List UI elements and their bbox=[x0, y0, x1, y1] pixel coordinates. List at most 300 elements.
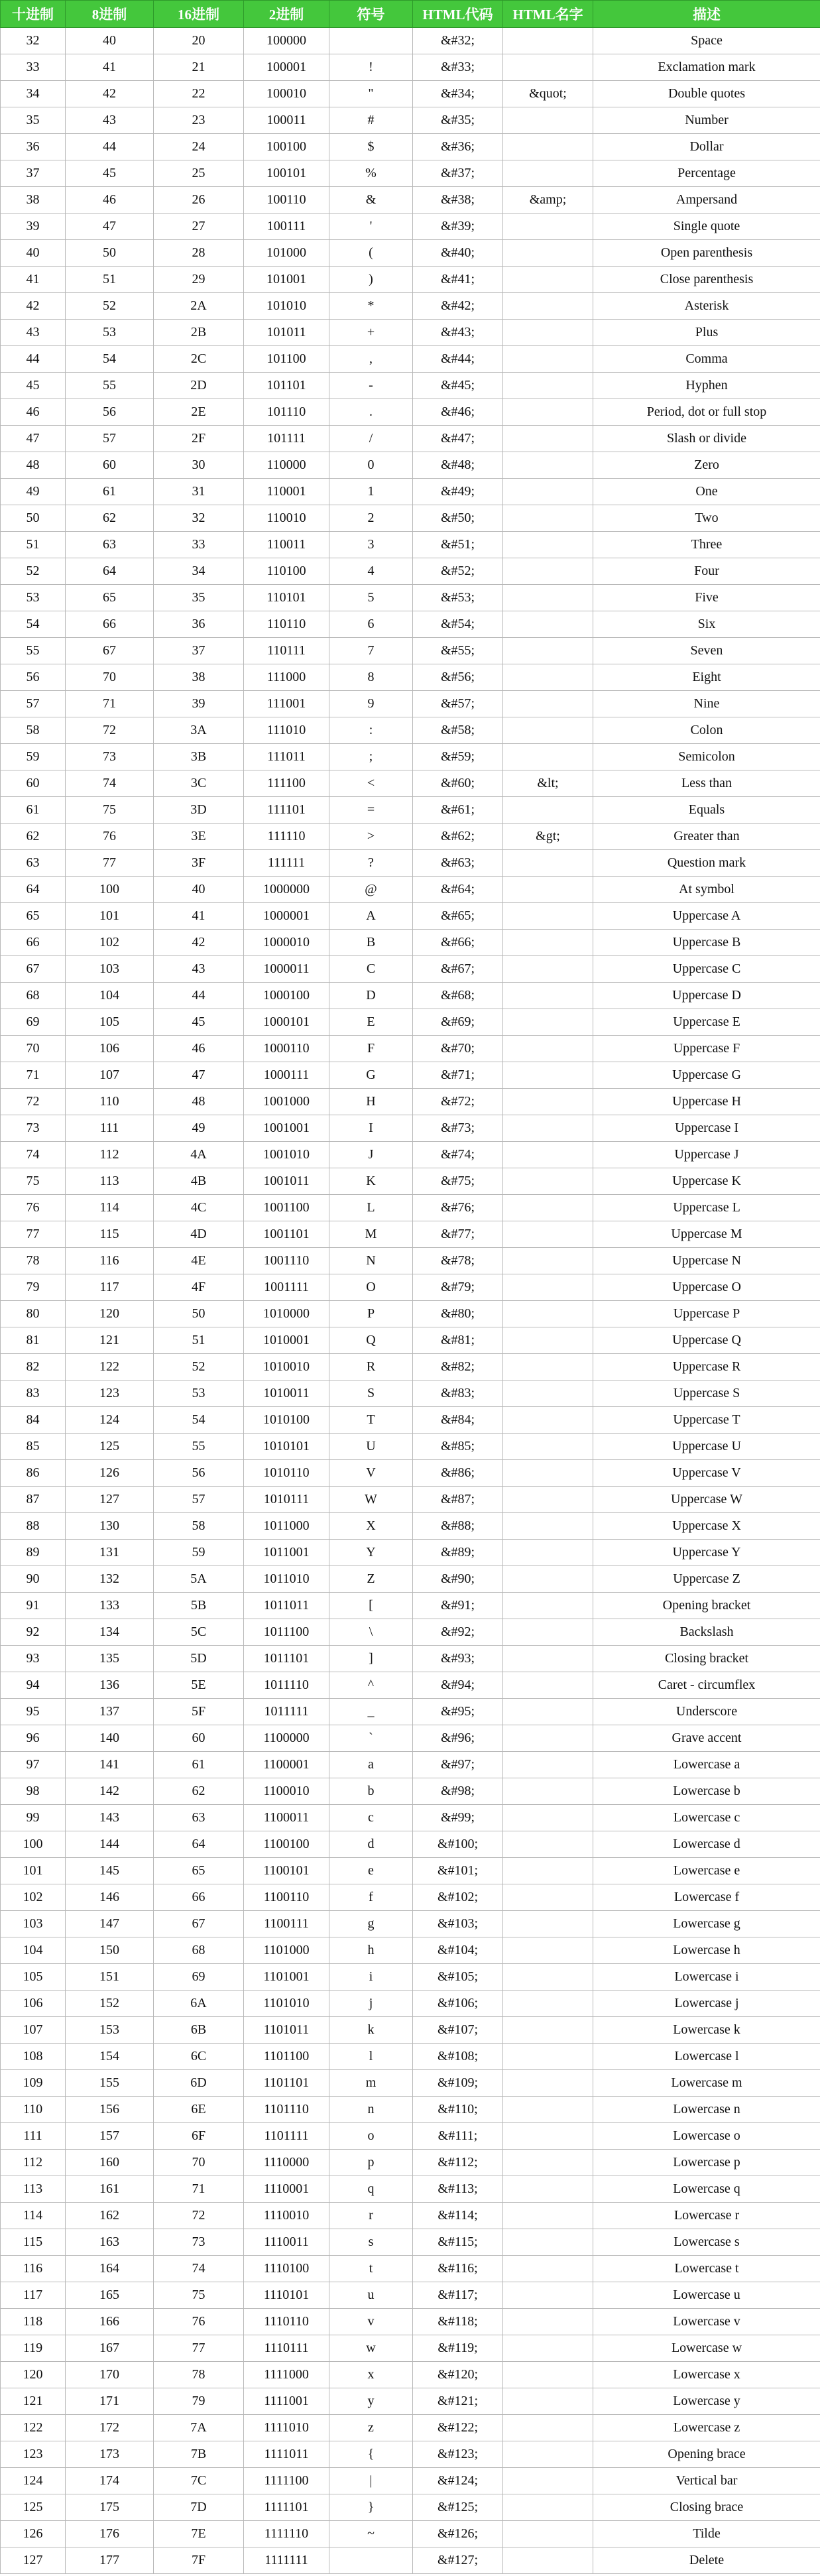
cell-binary: 1000110 bbox=[244, 1036, 329, 1062]
table-row bbox=[1, 744, 820, 770]
cell-decimal: 80 bbox=[1, 1301, 66, 1327]
cell-description: Lowercase g bbox=[593, 1911, 820, 1937]
cell-symbol: 8 bbox=[329, 664, 413, 691]
cell-description: Vertical bar bbox=[593, 2468, 820, 2494]
cell-binary: 100001 bbox=[244, 54, 329, 81]
cell-octal: 167 bbox=[66, 2335, 154, 2362]
cell-decimal: 88 bbox=[1, 1513, 66, 1540]
cell-octal: 112 bbox=[66, 1142, 154, 1168]
cell-html-name bbox=[503, 2070, 593, 2097]
cell-html-code: &#112; bbox=[413, 2150, 503, 2176]
table-row bbox=[1, 2123, 820, 2150]
cell-html-code: &#45; bbox=[413, 373, 503, 399]
cell-html-name bbox=[503, 426, 593, 452]
cell-description: Uppercase F bbox=[593, 1036, 820, 1062]
cell-html-code: &#46; bbox=[413, 399, 503, 426]
cell-html-code: &#91; bbox=[413, 1593, 503, 1619]
cell-description: Delete bbox=[593, 2547, 820, 2574]
cell-octal: 143 bbox=[66, 1805, 154, 1831]
cell-symbol: ) bbox=[329, 267, 413, 293]
cell-decimal: 111 bbox=[1, 2123, 66, 2150]
cell-octal: 51 bbox=[66, 267, 154, 293]
cell-binary: 100010 bbox=[244, 81, 329, 107]
table-row bbox=[1, 1937, 820, 1964]
cell-html-code: &#87; bbox=[413, 1487, 503, 1513]
cell-binary: 1000001 bbox=[244, 903, 329, 930]
cell-description: Uppercase L bbox=[593, 1195, 820, 1221]
table-row bbox=[1, 240, 820, 267]
table-row bbox=[1, 1778, 820, 1805]
cell-html-code: &#102; bbox=[413, 1884, 503, 1911]
cell-hex: 72 bbox=[154, 2203, 244, 2229]
cell-octal: 42 bbox=[66, 81, 154, 107]
cell-binary: 1110001 bbox=[244, 2176, 329, 2203]
cell-octal: 124 bbox=[66, 1407, 154, 1434]
cell-binary: 1010001 bbox=[244, 1327, 329, 1354]
cell-description: Lowercase w bbox=[593, 2335, 820, 2362]
cell-html-code: &#79; bbox=[413, 1274, 503, 1301]
cell-description: Uppercase O bbox=[593, 1274, 820, 1301]
cell-octal: 134 bbox=[66, 1619, 154, 1646]
cell-octal: 72 bbox=[66, 717, 154, 744]
cell-symbol: N bbox=[329, 1248, 413, 1274]
table-row bbox=[1, 1672, 820, 1699]
header-hex: 16进制 bbox=[154, 1, 244, 28]
cell-decimal: 91 bbox=[1, 1593, 66, 1619]
cell-html-code: &#120; bbox=[413, 2362, 503, 2388]
cell-binary: 1010101 bbox=[244, 1434, 329, 1460]
cell-octal: 75 bbox=[66, 797, 154, 824]
cell-description: Opening bracket bbox=[593, 1593, 820, 1619]
cell-decimal: 41 bbox=[1, 267, 66, 293]
cell-symbol: v bbox=[329, 2309, 413, 2335]
table-row bbox=[1, 877, 820, 903]
cell-html-name bbox=[503, 240, 593, 267]
cell-decimal: 32 bbox=[1, 28, 66, 54]
cell-octal: 63 bbox=[66, 532, 154, 558]
cell-hex: 63 bbox=[154, 1805, 244, 1831]
cell-decimal: 95 bbox=[1, 1699, 66, 1725]
cell-binary: 1110011 bbox=[244, 2229, 329, 2256]
cell-binary: 1000010 bbox=[244, 930, 329, 956]
cell-html-name bbox=[503, 2282, 593, 2309]
cell-html-name bbox=[503, 373, 593, 399]
cell-octal: 73 bbox=[66, 744, 154, 770]
cell-description: Greater than bbox=[593, 824, 820, 850]
cell-description: Four bbox=[593, 558, 820, 585]
cell-hex: 57 bbox=[154, 1487, 244, 1513]
cell-hex: 2C bbox=[154, 346, 244, 373]
cell-octal: 117 bbox=[66, 1274, 154, 1301]
cell-binary: 1011111 bbox=[244, 1699, 329, 1725]
cell-octal: 77 bbox=[66, 850, 154, 877]
cell-description: Uppercase E bbox=[593, 1009, 820, 1036]
cell-decimal: 96 bbox=[1, 1725, 66, 1752]
cell-decimal: 52 bbox=[1, 558, 66, 585]
cell-html-code: &#117; bbox=[413, 2282, 503, 2309]
cell-decimal: 77 bbox=[1, 1221, 66, 1248]
cell-octal: 174 bbox=[66, 2468, 154, 2494]
cell-html-code: &#38; bbox=[413, 187, 503, 214]
cell-html-name bbox=[503, 585, 593, 611]
cell-description: Uppercase A bbox=[593, 903, 820, 930]
cell-octal: 176 bbox=[66, 2521, 154, 2547]
cell-description: Lowercase y bbox=[593, 2388, 820, 2415]
cell-symbol: q bbox=[329, 2176, 413, 2203]
cell-hex: 46 bbox=[154, 1036, 244, 1062]
table-row bbox=[1, 824, 820, 850]
table-row bbox=[1, 1089, 820, 1115]
table-row bbox=[1, 505, 820, 532]
cell-description: Uppercase Q bbox=[593, 1327, 820, 1354]
cell-hex: 7E bbox=[154, 2521, 244, 2547]
cell-html-name bbox=[503, 850, 593, 877]
cell-decimal: 118 bbox=[1, 2309, 66, 2335]
cell-hex: 54 bbox=[154, 1407, 244, 1434]
cell-description: Opening brace bbox=[593, 2441, 820, 2468]
cell-description: Uppercase J bbox=[593, 1142, 820, 1168]
cell-symbol: 7 bbox=[329, 638, 413, 664]
table-row bbox=[1, 267, 820, 293]
cell-hex: 3A bbox=[154, 717, 244, 744]
cell-binary: 1011110 bbox=[244, 1672, 329, 1699]
cell-symbol: b bbox=[329, 1778, 413, 1805]
cell-html-code: &#89; bbox=[413, 1540, 503, 1566]
cell-decimal: 82 bbox=[1, 1354, 66, 1380]
cell-binary: 1011011 bbox=[244, 1593, 329, 1619]
cell-html-name bbox=[503, 214, 593, 240]
cell-binary: 100011 bbox=[244, 107, 329, 134]
cell-html-name bbox=[503, 267, 593, 293]
cell-html-name bbox=[503, 1858, 593, 1884]
cell-decimal: 68 bbox=[1, 983, 66, 1009]
cell-binary: 110000 bbox=[244, 452, 329, 479]
cell-html-name bbox=[503, 2123, 593, 2150]
cell-html-name bbox=[503, 2097, 593, 2123]
cell-binary: 111001 bbox=[244, 691, 329, 717]
cell-decimal: 72 bbox=[1, 1089, 66, 1115]
table-row bbox=[1, 2282, 820, 2309]
cell-html-code: &#52; bbox=[413, 558, 503, 585]
cell-binary: 1101001 bbox=[244, 1964, 329, 1991]
table-row bbox=[1, 107, 820, 134]
cell-html-name bbox=[503, 1274, 593, 1301]
cell-html-name bbox=[503, 2362, 593, 2388]
cell-symbol: ( bbox=[329, 240, 413, 267]
cell-html-code: &#109; bbox=[413, 2070, 503, 2097]
cell-octal: 137 bbox=[66, 1699, 154, 1725]
cell-description: Lowercase k bbox=[593, 2017, 820, 2044]
cell-description: Exclamation mark bbox=[593, 54, 820, 81]
cell-symbol: ` bbox=[329, 1725, 413, 1752]
cell-description: Grave accent bbox=[593, 1725, 820, 1752]
cell-hex: 2F bbox=[154, 426, 244, 452]
cell-binary: 1100111 bbox=[244, 1911, 329, 1937]
cell-html-name bbox=[503, 107, 593, 134]
cell-html-name bbox=[503, 1619, 593, 1646]
cell-binary: 101110 bbox=[244, 399, 329, 426]
table-row bbox=[1, 28, 820, 54]
cell-decimal: 86 bbox=[1, 1460, 66, 1487]
table-row bbox=[1, 983, 820, 1009]
cell-symbol: T bbox=[329, 1407, 413, 1434]
cell-description: Uppercase R bbox=[593, 1354, 820, 1380]
cell-html-code: &#106; bbox=[413, 1991, 503, 2017]
cell-hex: 37 bbox=[154, 638, 244, 664]
cell-symbol: g bbox=[329, 1911, 413, 1937]
cell-description: Lowercase m bbox=[593, 2070, 820, 2097]
cell-html-name bbox=[503, 293, 593, 320]
cell-symbol: r bbox=[329, 2203, 413, 2229]
cell-html-name bbox=[503, 664, 593, 691]
cell-hex: 24 bbox=[154, 134, 244, 160]
cell-description: Hyphen bbox=[593, 373, 820, 399]
cell-binary: 1010111 bbox=[244, 1487, 329, 1513]
cell-binary: 1111001 bbox=[244, 2388, 329, 2415]
cell-decimal: 39 bbox=[1, 214, 66, 240]
cell-hex: 68 bbox=[154, 1937, 244, 1964]
cell-octal: 171 bbox=[66, 2388, 154, 2415]
cell-octal: 122 bbox=[66, 1354, 154, 1380]
cell-decimal: 76 bbox=[1, 1195, 66, 1221]
cell-html-name bbox=[503, 983, 593, 1009]
table-row bbox=[1, 2044, 820, 2070]
table-row bbox=[1, 54, 820, 81]
table-row bbox=[1, 2256, 820, 2282]
cell-html-name bbox=[503, 1168, 593, 1195]
cell-binary: 1000011 bbox=[244, 956, 329, 983]
cell-binary: 1100010 bbox=[244, 1778, 329, 1805]
cell-symbol: > bbox=[329, 824, 413, 850]
table-row bbox=[1, 81, 820, 107]
cell-decimal: 63 bbox=[1, 850, 66, 877]
cell-description: Percentage bbox=[593, 160, 820, 187]
cell-html-name bbox=[503, 956, 593, 983]
cell-hex: 3D bbox=[154, 797, 244, 824]
cell-html-name bbox=[503, 2388, 593, 2415]
cell-html-code: &#85; bbox=[413, 1434, 503, 1460]
cell-binary: 1000111 bbox=[244, 1062, 329, 1089]
header-html-name: HTML名字 bbox=[503, 1, 593, 28]
table-row bbox=[1, 1274, 820, 1301]
table-row bbox=[1, 2335, 820, 2362]
cell-symbol: i bbox=[329, 1964, 413, 1991]
cell-decimal: 74 bbox=[1, 1142, 66, 1168]
cell-symbol: ? bbox=[329, 850, 413, 877]
cell-decimal: 93 bbox=[1, 1646, 66, 1672]
cell-html-code: &#50; bbox=[413, 505, 503, 532]
cell-symbol: Q bbox=[329, 1327, 413, 1354]
table-row bbox=[1, 2362, 820, 2388]
cell-binary: 1111000 bbox=[244, 2362, 329, 2388]
cell-html-name bbox=[503, 1831, 593, 1858]
cell-html-code: &#63; bbox=[413, 850, 503, 877]
cell-html-code: &#33; bbox=[413, 54, 503, 81]
cell-html-code: &#60; bbox=[413, 770, 503, 797]
cell-octal: 66 bbox=[66, 611, 154, 638]
cell-octal: 43 bbox=[66, 107, 154, 134]
cell-html-code: &#67; bbox=[413, 956, 503, 983]
cell-hex: 7D bbox=[154, 2494, 244, 2521]
cell-hex: 2E bbox=[154, 399, 244, 426]
cell-html-code: &#94; bbox=[413, 1672, 503, 1699]
table-row bbox=[1, 160, 820, 187]
cell-description: Uppercase T bbox=[593, 1407, 820, 1434]
cell-html-code: &#86; bbox=[413, 1460, 503, 1487]
cell-decimal: 85 bbox=[1, 1434, 66, 1460]
cell-hex: 4D bbox=[154, 1221, 244, 1248]
table-row bbox=[1, 1301, 820, 1327]
cell-html-name bbox=[503, 1434, 593, 1460]
cell-symbol: X bbox=[329, 1513, 413, 1540]
header-row bbox=[1, 1, 820, 28]
cell-binary: 110100 bbox=[244, 558, 329, 585]
cell-html-code: &#121; bbox=[413, 2388, 503, 2415]
cell-description: Lowercase c bbox=[593, 1805, 820, 1831]
cell-decimal: 64 bbox=[1, 877, 66, 903]
table-row bbox=[1, 717, 820, 744]
cell-description: Nine bbox=[593, 691, 820, 717]
table-body bbox=[1, 28, 820, 2574]
cell-html-name bbox=[503, 2494, 593, 2521]
cell-symbol: f bbox=[329, 1884, 413, 1911]
cell-symbol: Z bbox=[329, 1566, 413, 1593]
table-row bbox=[1, 1460, 820, 1487]
cell-symbol: E bbox=[329, 1009, 413, 1036]
table-row bbox=[1, 2521, 820, 2547]
cell-hex: 32 bbox=[154, 505, 244, 532]
cell-symbol: I bbox=[329, 1115, 413, 1142]
cell-symbol: 5 bbox=[329, 585, 413, 611]
cell-html-code: &#93; bbox=[413, 1646, 503, 1672]
table-row bbox=[1, 320, 820, 346]
cell-html-code: &#77; bbox=[413, 1221, 503, 1248]
cell-html-code: &#115; bbox=[413, 2229, 503, 2256]
cell-binary: 1101000 bbox=[244, 1937, 329, 1964]
table-row bbox=[1, 293, 820, 320]
cell-octal: 146 bbox=[66, 1884, 154, 1911]
cell-html-code: &#43; bbox=[413, 320, 503, 346]
cell-hex: 30 bbox=[154, 452, 244, 479]
cell-html-code: &#82; bbox=[413, 1354, 503, 1380]
table-row bbox=[1, 611, 820, 638]
table-row bbox=[1, 2150, 820, 2176]
cell-html-name bbox=[503, 2256, 593, 2282]
cell-html-code: &#47; bbox=[413, 426, 503, 452]
table-row bbox=[1, 2070, 820, 2097]
cell-binary: 101100 bbox=[244, 346, 329, 373]
cell-description: Asterisk bbox=[593, 293, 820, 320]
cell-octal: 170 bbox=[66, 2362, 154, 2388]
cell-description: Lowercase b bbox=[593, 1778, 820, 1805]
cell-description: Semicolon bbox=[593, 744, 820, 770]
table-row bbox=[1, 1009, 820, 1036]
cell-binary: 1010110 bbox=[244, 1460, 329, 1487]
cell-octal: 62 bbox=[66, 505, 154, 532]
cell-html-code: &#74; bbox=[413, 1142, 503, 1168]
cell-html-code: &#53; bbox=[413, 585, 503, 611]
cell-html-code: &#104; bbox=[413, 1937, 503, 1964]
cell-html-name bbox=[503, 797, 593, 824]
cell-symbol: [ bbox=[329, 1593, 413, 1619]
cell-hex: 50 bbox=[154, 1301, 244, 1327]
cell-html-name bbox=[503, 1672, 593, 1699]
cell-hex: 3C bbox=[154, 770, 244, 797]
cell-binary: 1000101 bbox=[244, 1009, 329, 1036]
cell-octal: 123 bbox=[66, 1380, 154, 1407]
cell-html-name bbox=[503, 1884, 593, 1911]
cell-decimal: 38 bbox=[1, 187, 66, 214]
table-row bbox=[1, 2388, 820, 2415]
cell-hex: 39 bbox=[154, 691, 244, 717]
cell-hex: 76 bbox=[154, 2309, 244, 2335]
cell-octal: 175 bbox=[66, 2494, 154, 2521]
cell-decimal: 124 bbox=[1, 2468, 66, 2494]
cell-binary: 1111100 bbox=[244, 2468, 329, 2494]
cell-hex: 7A bbox=[154, 2415, 244, 2441]
cell-html-name bbox=[503, 2521, 593, 2547]
cell-html-code: &#125; bbox=[413, 2494, 503, 2521]
cell-binary: 111100 bbox=[244, 770, 329, 797]
cell-html-name bbox=[503, 54, 593, 81]
cell-decimal: 49 bbox=[1, 479, 66, 505]
cell-html-name bbox=[503, 558, 593, 585]
cell-decimal: 46 bbox=[1, 399, 66, 426]
cell-hex: 78 bbox=[154, 2362, 244, 2388]
cell-binary: 1110101 bbox=[244, 2282, 329, 2309]
cell-decimal: 109 bbox=[1, 2070, 66, 2097]
cell-hex: 56 bbox=[154, 1460, 244, 1487]
cell-symbol: e bbox=[329, 1858, 413, 1884]
cell-binary: 1001011 bbox=[244, 1168, 329, 1195]
cell-decimal: 55 bbox=[1, 638, 66, 664]
cell-html-code: &#88; bbox=[413, 1513, 503, 1540]
cell-hex: 23 bbox=[154, 107, 244, 134]
cell-html-name bbox=[503, 903, 593, 930]
cell-description: Uppercase I bbox=[593, 1115, 820, 1142]
cell-decimal: 54 bbox=[1, 611, 66, 638]
cell-octal: 152 bbox=[66, 1991, 154, 2017]
cell-symbol: ; bbox=[329, 744, 413, 770]
cell-hex: 31 bbox=[154, 479, 244, 505]
cell-symbol: < bbox=[329, 770, 413, 797]
cell-symbol: . bbox=[329, 399, 413, 426]
cell-html-name bbox=[503, 2309, 593, 2335]
cell-html-name bbox=[503, 479, 593, 505]
cell-decimal: 78 bbox=[1, 1248, 66, 1274]
cell-html-name bbox=[503, 1593, 593, 1619]
cell-symbol: + bbox=[329, 320, 413, 346]
cell-html-name bbox=[503, 1407, 593, 1434]
cell-binary: 1110010 bbox=[244, 2203, 329, 2229]
cell-hex: 42 bbox=[154, 930, 244, 956]
cell-binary: 1101110 bbox=[244, 2097, 329, 2123]
cell-description: Plus bbox=[593, 320, 820, 346]
cell-binary: 110101 bbox=[244, 585, 329, 611]
cell-html-name bbox=[503, 877, 593, 903]
cell-hex: 21 bbox=[154, 54, 244, 81]
cell-hex: 34 bbox=[154, 558, 244, 585]
cell-html-name bbox=[503, 1964, 593, 1991]
table-row bbox=[1, 1911, 820, 1937]
cell-html-code: &#99; bbox=[413, 1805, 503, 1831]
cell-octal: 102 bbox=[66, 930, 154, 956]
cell-description: Lowercase r bbox=[593, 2203, 820, 2229]
cell-html-code: &#34; bbox=[413, 81, 503, 107]
cell-binary: 110001 bbox=[244, 479, 329, 505]
cell-description: Colon bbox=[593, 717, 820, 744]
cell-hex: 3E bbox=[154, 824, 244, 850]
